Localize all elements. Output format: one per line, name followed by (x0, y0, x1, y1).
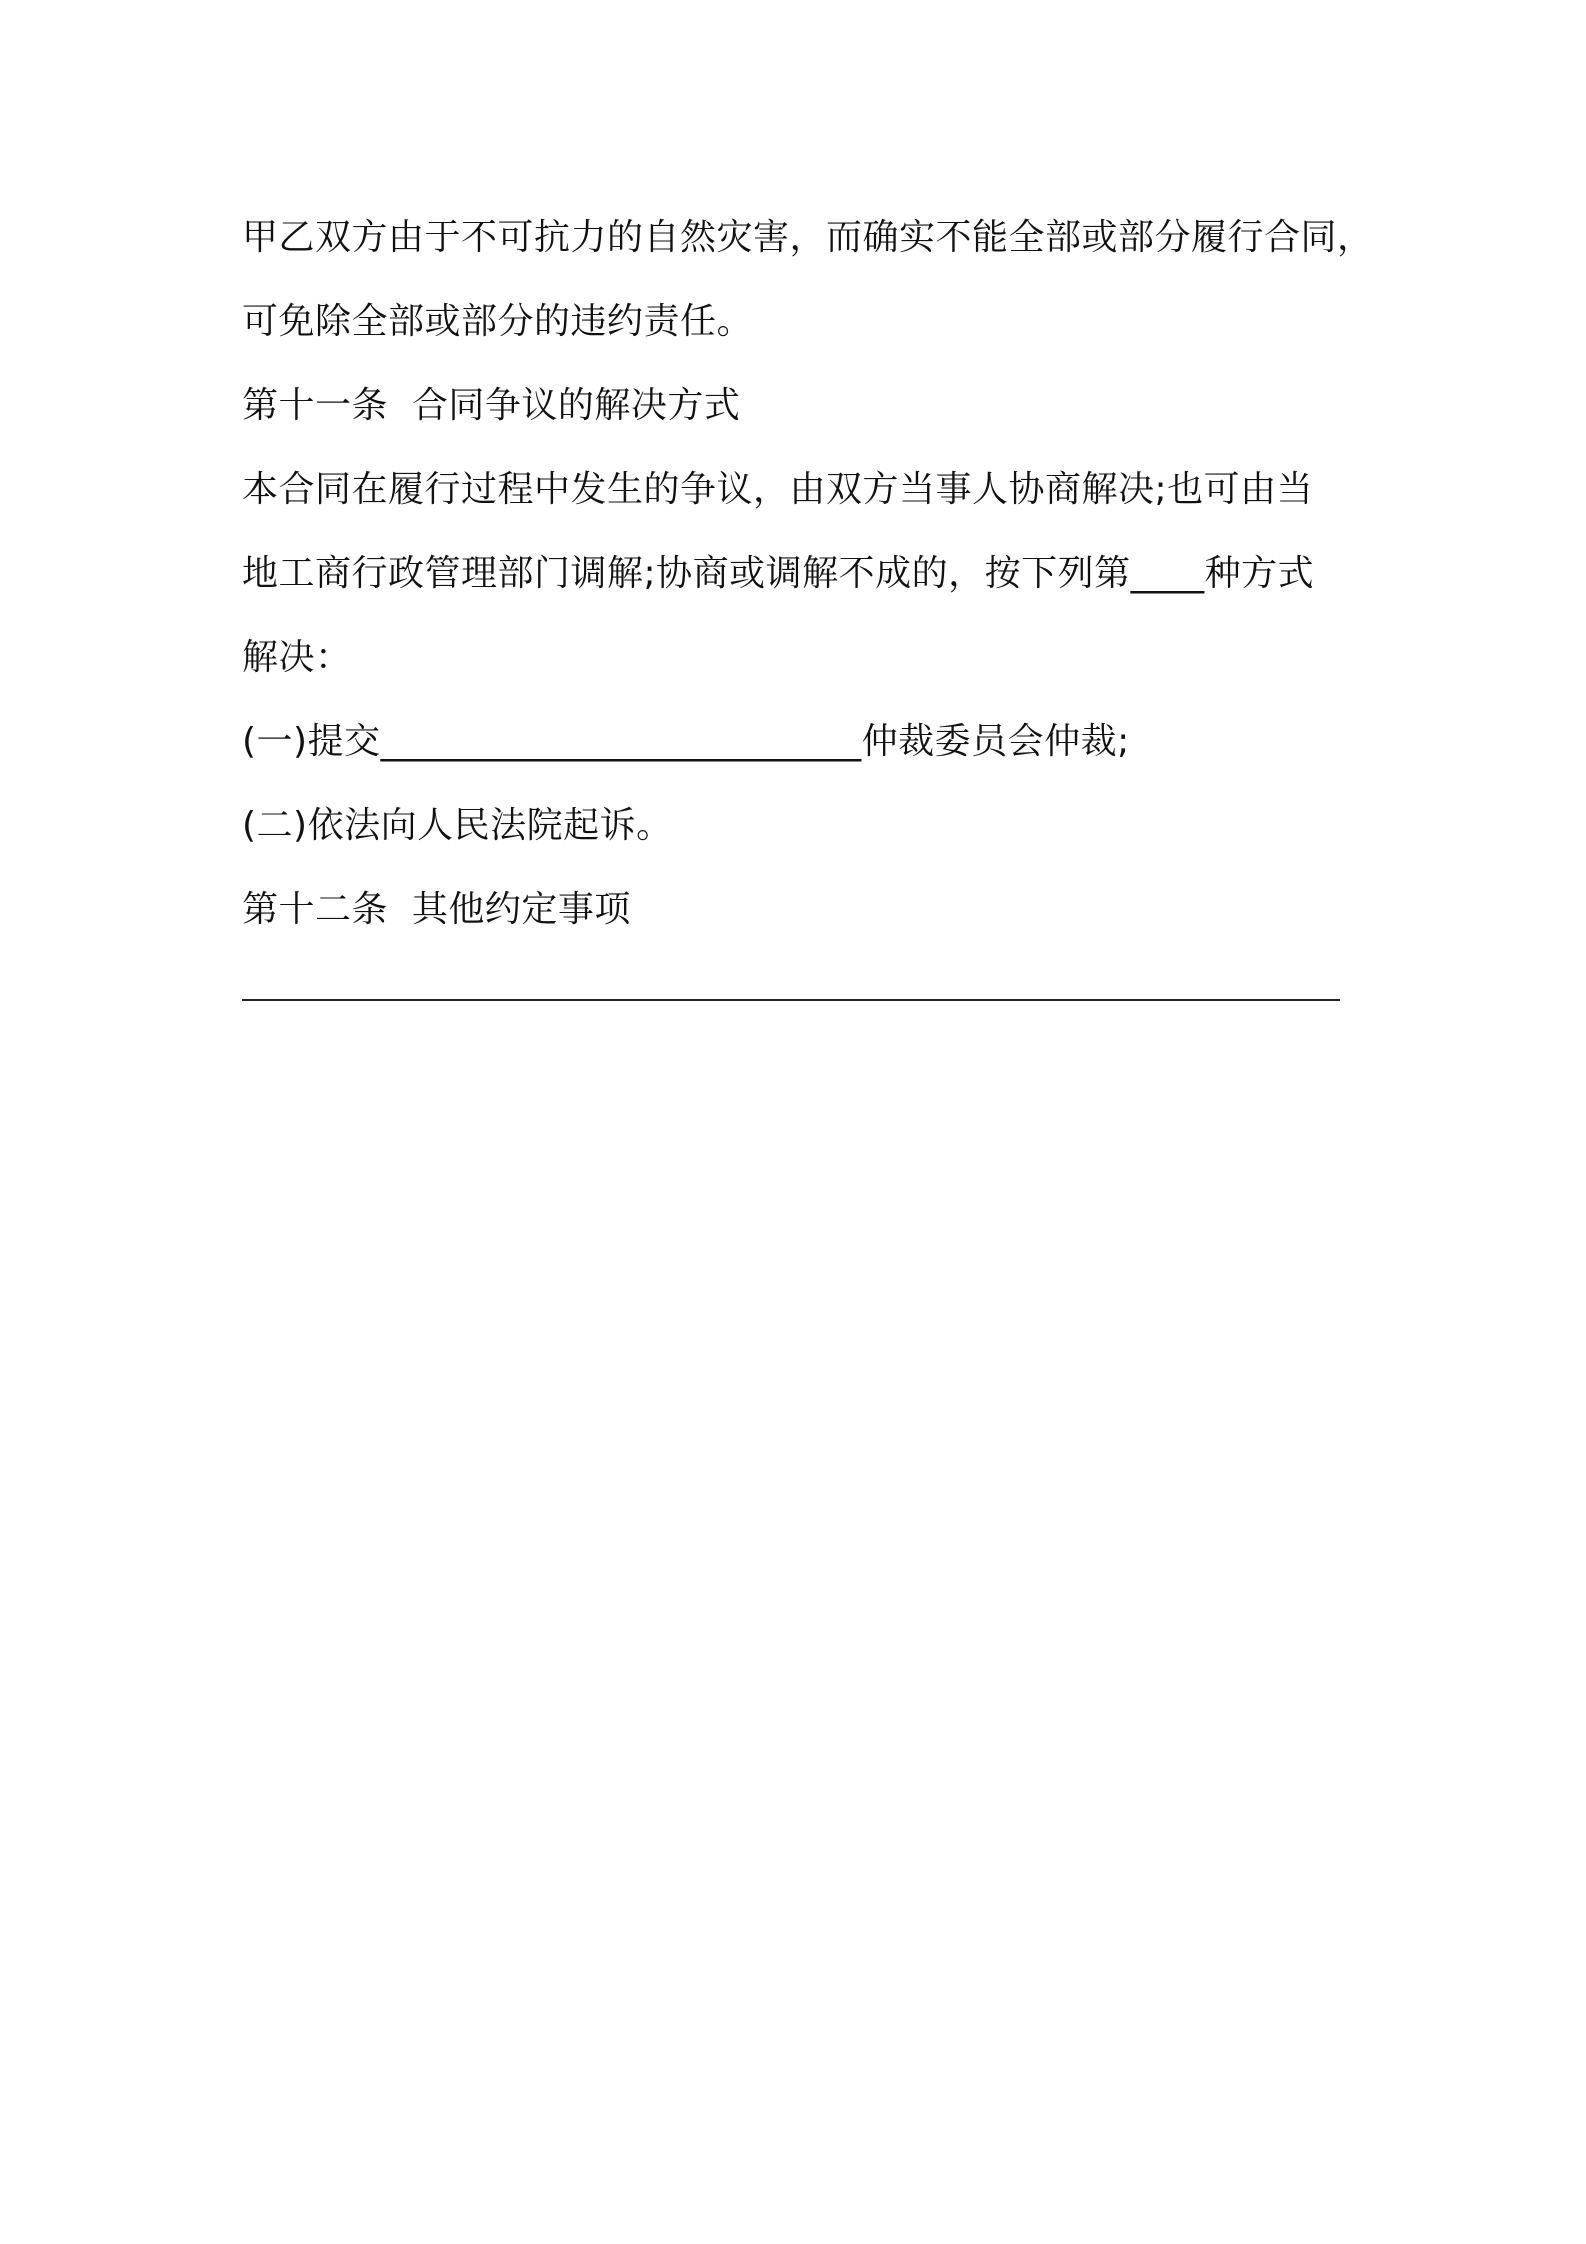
document-body (242, 196, 1392, 952)
paragraph-dispute-line-1: 本合同在履行过程中发生的争议，由双方当事人协商解决;也可由当 (242, 469, 1314, 510)
article-11-heading: 第十一条 合同争议的解决方式 (242, 385, 741, 426)
option-lawsuit: (二)依法向人民法院起诉。 (242, 805, 673, 846)
article-12-heading: 第十二条 其他约定事项 (242, 889, 631, 930)
paragraph-dispute-line-2: 地工商行政管理部门调解;协商或调解不成的，按下列第____种方式 (242, 553, 1315, 594)
paragraph-dispute-line-3: 解决： (242, 637, 352, 678)
option-arbitration: (一)提交__________________________仲裁委员会仲裁; (242, 721, 1130, 762)
paragraph-force-majeure-line-2: 可免除全部或部分的违约责任。 (242, 301, 754, 342)
paragraph-force-majeure-line-1: 甲乙双方由于不可抗力的自然灾害，而确实不能全部或部分履行合同， (242, 217, 1374, 258)
blank-fill-line (242, 999, 1340, 1001)
